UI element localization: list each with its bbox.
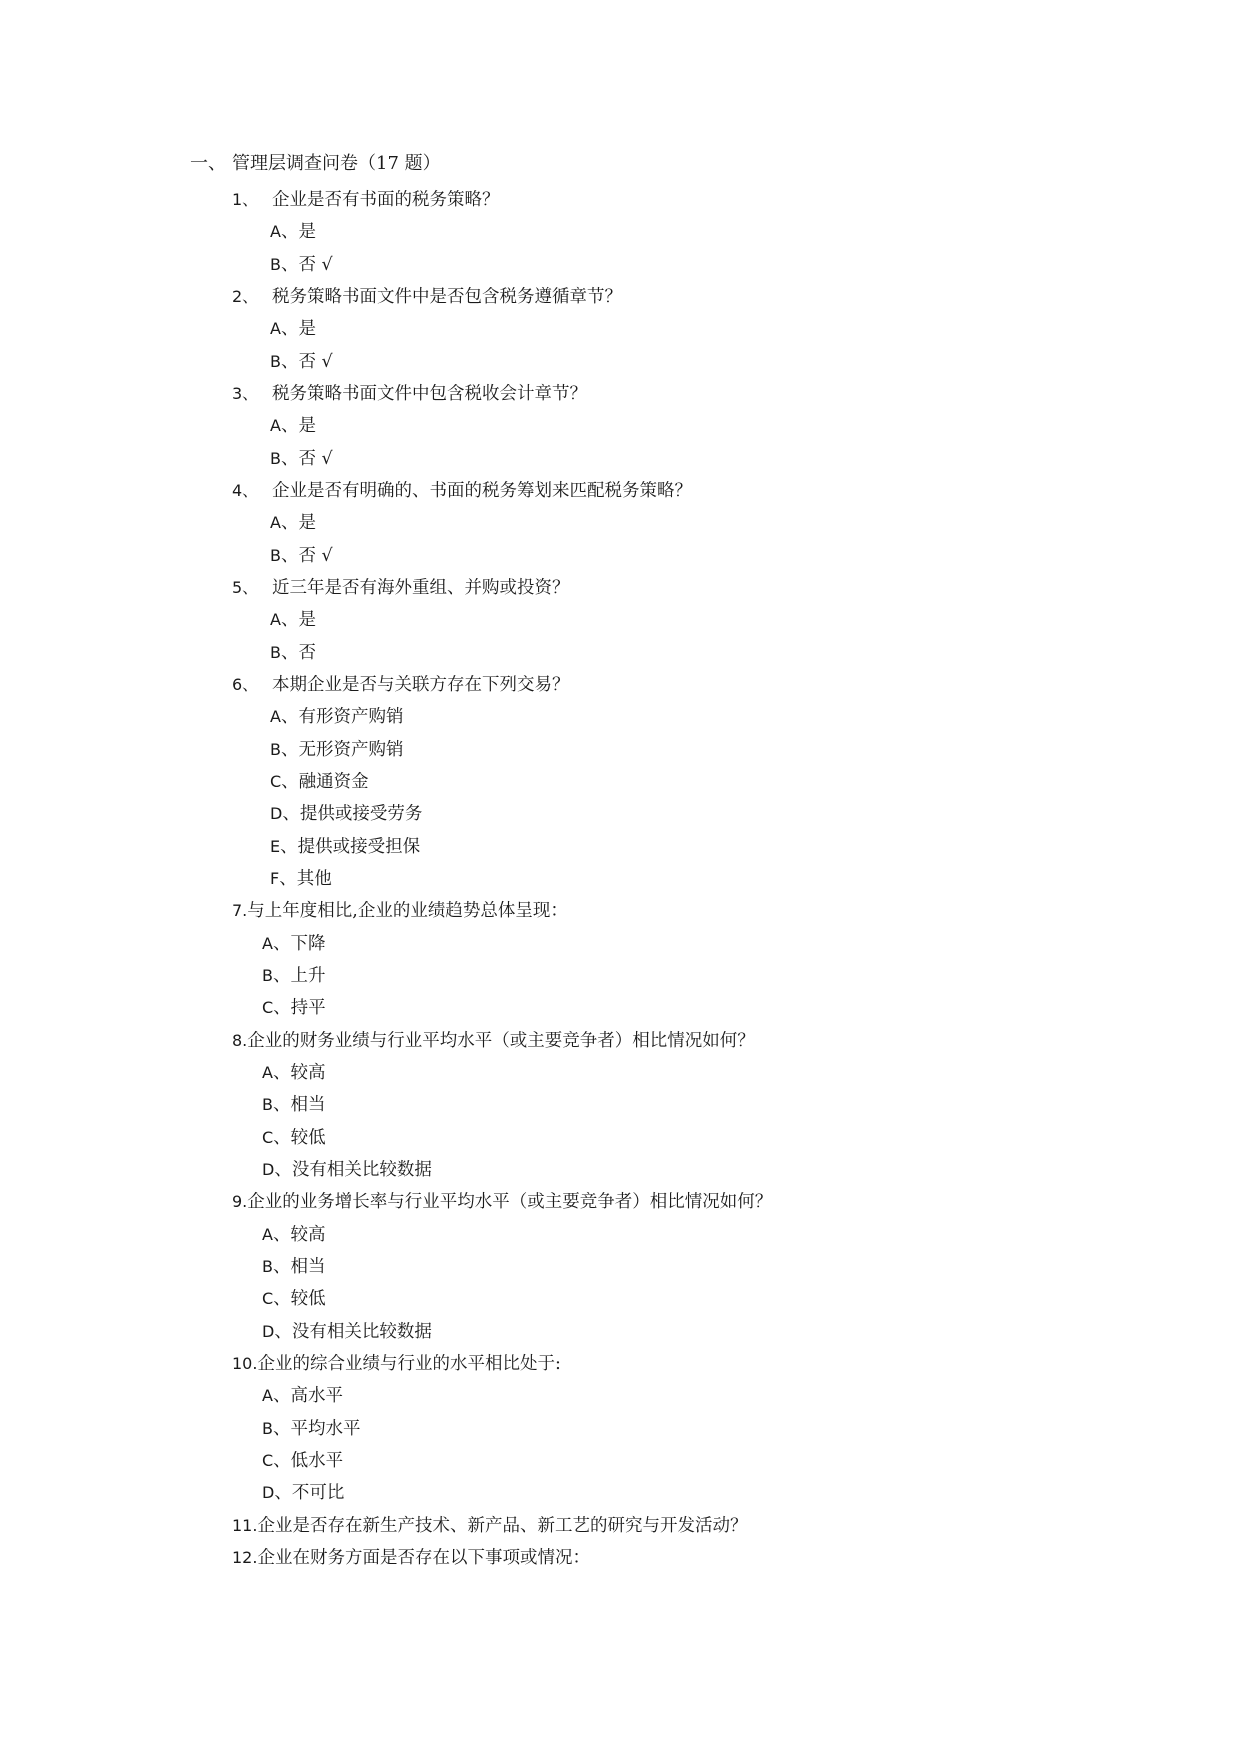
option-q9-c: C、较低	[262, 1289, 326, 1309]
option-q7-c: C、持平	[262, 998, 326, 1018]
question-6	[232, 673, 570, 697]
option-q10-a: A、高水平	[262, 1386, 343, 1406]
option-q6-a: A、有形资产购销	[270, 707, 404, 727]
question-number: 4、	[232, 481, 259, 500]
section-title: 管理层调查问卷（17 题）	[232, 153, 441, 174]
question-text: 企业的综合业绩与行业的水平相比处于:	[257, 1354, 561, 1374]
option-q6-c: C、融通资金	[270, 772, 369, 792]
question-4	[232, 479, 692, 503]
question-text: 企业的财务业绩与行业平均水平（或主要竞争者）相比情况如何？	[247, 1031, 755, 1051]
option-q1-a: A、是	[270, 222, 316, 242]
option-q3-a: A、是	[270, 416, 316, 436]
question-number: 9.	[232, 1192, 248, 1211]
option-q6-f: F、其他	[270, 869, 332, 889]
question-text: 近三年是否有海外重组、并购或投资？	[272, 578, 570, 598]
option-q7-a: A、下降	[262, 934, 326, 954]
section-heading	[190, 152, 441, 176]
question-number: 11.	[232, 1516, 258, 1535]
option-q6-e: E、提供或接受担保	[270, 837, 421, 857]
option-q6-b: B、无形资产购销	[270, 740, 404, 760]
option-q2-b: B、否 √	[270, 352, 333, 372]
question-12	[232, 1546, 590, 1570]
question-text: 税务策略书面文件中包含税收会计章节？	[272, 384, 587, 404]
question-number: 2、	[232, 287, 259, 306]
question-number: 6、	[232, 675, 259, 694]
question-text: 企业在财务方面是否存在以下事项或情况：	[257, 1548, 590, 1568]
question-number: 12.	[232, 1548, 258, 1567]
question-2	[232, 285, 622, 309]
section-number: 一、	[190, 153, 226, 174]
option-q8-d: D、没有相关比较数据	[262, 1160, 432, 1180]
option-q5-b: B、否	[270, 643, 316, 663]
option-q10-c: C、低水平	[262, 1451, 344, 1471]
question-number: 3、	[232, 384, 259, 403]
option-q9-b: B、相当	[262, 1257, 326, 1277]
question-text: 与上年度相比,企业的业绩趋势总体呈现：	[247, 901, 568, 921]
question-text: 企业是否有明确的、书面的税务筹划来匹配税务策略？	[272, 481, 692, 501]
question-text: 本期企业是否与关联方存在下列交易？	[272, 675, 570, 695]
question-number: 8.	[232, 1031, 248, 1050]
option-q9-a: A、较高	[262, 1225, 326, 1245]
question-5	[232, 576, 570, 600]
option-q8-a: A、较高	[262, 1063, 326, 1083]
option-q5-a: A、是	[270, 610, 316, 630]
question-7	[232, 899, 568, 923]
question-11	[232, 1514, 747, 1538]
option-q10-d: D、不可比	[262, 1483, 345, 1503]
option-q4-b: B、否 √	[270, 546, 333, 566]
option-q7-b: B、上升	[262, 966, 326, 986]
question-text: 税务策略书面文件中是否包含税务遵循章节？	[272, 287, 622, 307]
question-3	[232, 382, 587, 406]
question-10	[232, 1352, 561, 1376]
option-q8-c: C、较低	[262, 1128, 326, 1148]
question-number: 10.	[232, 1354, 258, 1373]
option-q2-a: A、是	[270, 319, 316, 339]
question-text: 企业是否有书面的税务策略？	[272, 190, 500, 210]
question-number: 7.	[232, 901, 248, 920]
question-8	[232, 1029, 755, 1053]
question-text: 企业的业务增长率与行业平均水平（或主要竞争者）相比情况如何？	[247, 1192, 773, 1212]
question-number: 5、	[232, 578, 259, 597]
option-q1-b: B、否 √	[270, 255, 333, 275]
question-1	[232, 188, 500, 212]
option-q6-d: D、提供或接受劳务	[270, 804, 423, 824]
option-q10-b: B、平均水平	[262, 1419, 361, 1439]
option-q3-b: B、否 √	[270, 449, 333, 469]
option-q4-a: A、是	[270, 513, 316, 533]
option-q8-b: B、相当	[262, 1095, 326, 1115]
option-q9-d: D、没有相关比较数据	[262, 1322, 432, 1342]
question-9	[232, 1190, 772, 1214]
question-text: 企业是否存在新生产技术、新产品、新工艺的研究与开发活动？	[257, 1516, 748, 1536]
question-number: 1、	[232, 190, 259, 209]
